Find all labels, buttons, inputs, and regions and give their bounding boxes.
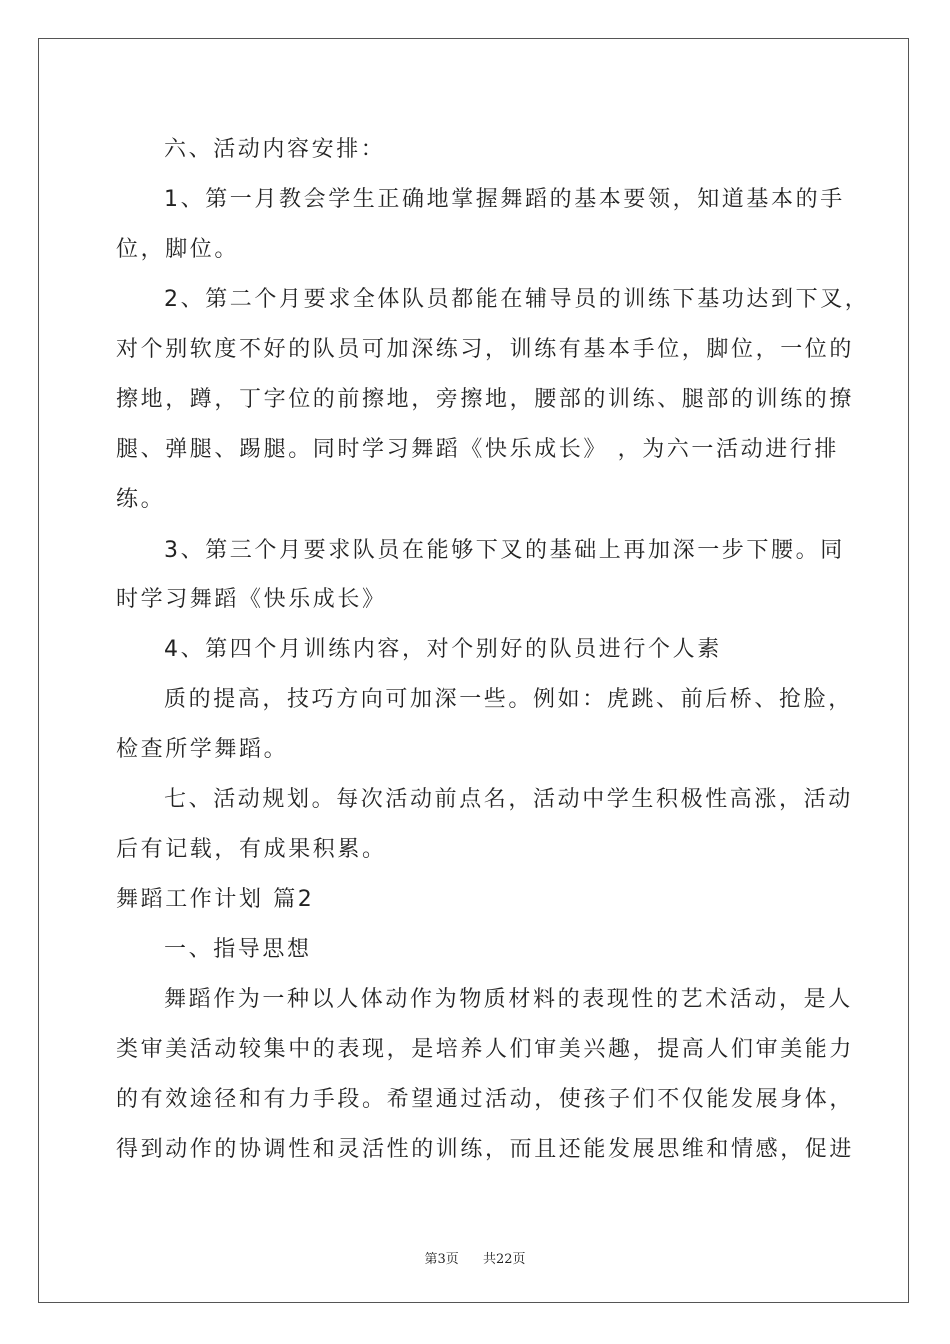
paragraph-line: 练。 — [116, 487, 166, 512]
paragraph-line: 时学习舞蹈《快乐成长》 — [116, 587, 387, 612]
paragraph-line: 得到动作的协调性和灵活性的训练，而且还能发展思维和情感，促进 — [116, 1137, 855, 1162]
paragraph-line: 4、第四个月训练内容，对个别好的队员进行个人素 — [164, 637, 722, 662]
paragraph-line: 的有效途径和有力手段。希望通过活动，使孩子们不仅能发展身体， — [116, 1087, 855, 1112]
paragraph-line: 腿、弹腿、踢腿。同时学习舞蹈《快乐成长》 ，为六一活动进行排 — [116, 437, 839, 462]
paragraph-line: 类审美活动较集中的表现，是培养人们审美兴趣，提高人们审美能力 — [116, 1037, 855, 1062]
paragraph-line: 检查所学舞蹈。 — [116, 737, 289, 762]
page-total: 共22页 — [483, 1252, 526, 1267]
paragraph-line: 3、第三个月要求队员在能够下叉的基础上再加深一步下腰。同 — [164, 538, 845, 563]
article-title: 舞蹈工作计划 篇2 — [116, 887, 315, 912]
paragraph-line: 位，脚位。 — [116, 237, 240, 262]
paragraph-line: 擦地，蹲，丁字位的前擦地，旁擦地，腰部的训练、腿部的训练的撩 — [116, 387, 855, 412]
section-heading-7: 七、活动规划。每次活动前点名，活动中学生积极性高涨，活动 — [164, 787, 853, 812]
paragraph-line: 后有记载，有成果积累。 — [116, 837, 387, 862]
paragraph-line: 舞蹈作为一种以人体动作为物质材料的表现性的艺术活动，是人 — [164, 987, 853, 1012]
paragraph-line: 1、第一月教会学生正确地掌握舞蹈的基本要领，知道基本的手 — [164, 187, 845, 212]
page-footer — [0, 1248, 950, 1267]
section-heading-6: 六、活动内容安排： — [164, 137, 386, 162]
page-number: 第3页 — [424, 1252, 459, 1267]
paragraph-line: 质的提高，技巧方向可加深一些。例如：虎跳、前后桥、抢脸， — [164, 687, 853, 712]
paragraph-line: 对个别软度不好的队员可加深练习，训练有基本手位，脚位，一位的 — [116, 337, 855, 362]
paragraph-line: 2、第二个月要求全体队员都能在辅导员的训练下基功达到下叉， — [164, 287, 870, 312]
section-heading-1: 一、指导思想 — [164, 937, 312, 962]
